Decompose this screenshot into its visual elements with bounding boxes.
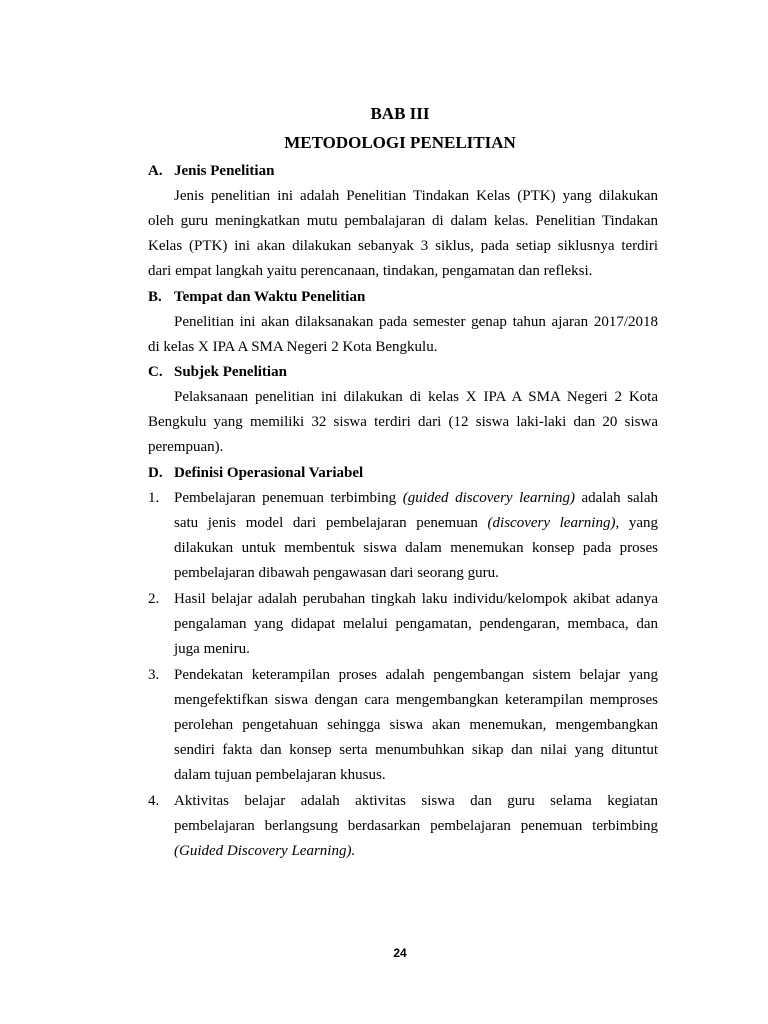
section-c-line: Pelaksanaan penelitian ini dilakukan di kelas X IPA A SMA Negeri 2 Kota xyxy=(174,389,658,405)
list-item-line: dalam tujuan pembelajaran khusus. xyxy=(174,767,386,783)
list-item-line: juga meniru. xyxy=(174,641,250,657)
list-item-line: Aktivitas belajar adalah aktivitas siswa dan guru selama kegiatan xyxy=(174,793,658,809)
section-b-line: di kelas X IPA A SMA Negeri 2 Kota Bengkulu. xyxy=(148,339,438,355)
section-a-line: Kelas (PTK) ini akan dilakukan sebanyak 3 siklus, pada setiap siklusnya terdiri xyxy=(148,238,658,254)
chapter-number: BAB III xyxy=(370,104,430,123)
list-item-line: perolehan pengetahuan sehingga siswa akan menemukan, mengembangkan xyxy=(174,717,658,733)
section-c-heading: Subjek Penelitian xyxy=(174,364,287,380)
list-item-line: Hasil belajar adalah perubahan tingkah laku individu/kelompok akibat adanya xyxy=(174,591,658,607)
section-a-line: oleh guru meningkatkan mutu pembalajaran di dalam kelas. Penelitian Tindakan xyxy=(148,213,658,229)
list-item-line: pembelajaran berlangsung berdasarkan pembelajaran penemuan terbimbing xyxy=(174,818,658,834)
list-item-line: mengefektifkan siswa dengan cara mengembangkan keterampilan memproses xyxy=(174,692,658,708)
section-a-line: Jenis penelitian ini adalah Penelitian Tindakan Kelas (PTK) yang dilakukan xyxy=(174,188,658,204)
list-item-number: 3. xyxy=(148,667,160,683)
chapter-title: METODOLOGI PENELITIAN xyxy=(284,133,516,152)
section-a-line: dari empat langkah yaitu perencanaan, tindakan, pengamatan dan refleksi. xyxy=(148,263,593,279)
list-item-line: Pendekatan keterampilan proses adalah pengembangan sistem belajar yang xyxy=(174,667,658,683)
list-item-line: (Guided Discovery Learning). xyxy=(174,843,356,859)
section-a-marker: A. xyxy=(148,163,163,179)
list-item-number: 1. xyxy=(148,490,160,506)
list-item-line: dilakukan untuk membentuk siswa dalam menemukan konsep pada proses xyxy=(174,540,658,556)
list-item-line: Pembelajaran penemuan terbimbing (guided discovery learning) adalah salah xyxy=(174,490,659,506)
section-c-line: perempuan). xyxy=(148,439,224,455)
section-b-line: Penelitian ini akan dilaksanakan pada semester genap tahun ajaran 2017/2018 xyxy=(174,314,658,330)
section-d-marker: D. xyxy=(148,465,163,481)
list-item-line: pembelajaran dibawah pengawasan dari seorang guru. xyxy=(174,565,499,581)
list-item-line: sendiri fakta dan konsep serta menumbuhkan sikap dan nilai yang dituntut xyxy=(174,742,658,758)
page-number: 24 xyxy=(393,946,407,960)
section-a-heading: Jenis Penelitian xyxy=(174,163,275,179)
list-item-number: 4. xyxy=(148,793,160,809)
list-item-line: satu jenis model dari pembelajaran penemuan (discovery learning), yang xyxy=(174,515,659,531)
section-d-heading: Definisi Operasional Variabel xyxy=(174,465,364,481)
list-item-line: pengalaman yang didapat melalui pengamatan, pendengaran, membaca, dan xyxy=(174,616,658,632)
section-c-marker: C. xyxy=(148,364,163,380)
section-b-heading: Tempat dan Waktu Penelitian xyxy=(174,289,366,305)
section-b-marker: B. xyxy=(148,289,162,305)
section-c-line: Bengkulu yang memiliki 32 siswa terdiri dari (12 siswa laki-laki dan 20 siswa xyxy=(148,414,658,430)
list-item-number: 2. xyxy=(148,591,160,607)
